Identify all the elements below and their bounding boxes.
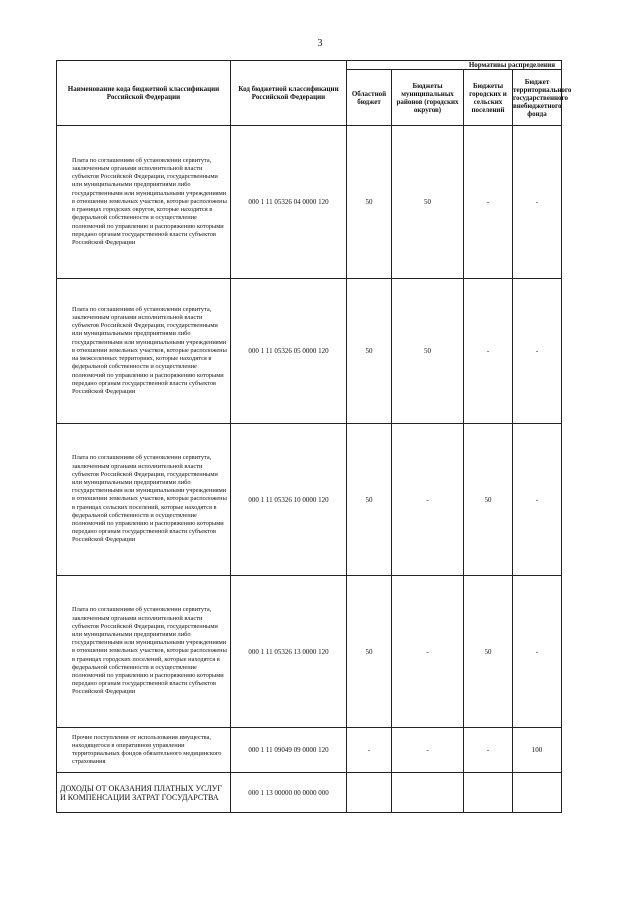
table-row: [57, 279, 562, 424]
row-name: Плата по соглашениям об установлении сервитута, заключенным органами исполнительной власти субъектов Российской Федерации, государственными или муниципальными предприятиями либо государственными или муниципальными учреждениями в отношении земельных участков, которые расположены в границах городских округов, которые находятся в федеральной собственности и осуществление полномочий по управлению и распоряжению которыми передано органам государственной власти субъектов Российской Федерации: [57, 126, 231, 279]
distribution-table: [56, 60, 572, 813]
page-number: 3: [317, 38, 323, 49]
section-name: ДОХОДЫ ОТ ОКАЗАНИЯ ПЛАТНЫХ УСЛУГ И КОМПЕНСАЦИИ ЗАТРАТ ГОСУДАРСТВА: [57, 773, 231, 813]
row-value-settlements: -: [464, 279, 513, 424]
row-value-regional: -: [347, 728, 392, 773]
row-value-municipal: -: [392, 576, 464, 728]
row-value-regional: 50: [347, 126, 392, 279]
row-value-fund: -: [513, 279, 562, 424]
row-code: 000 1 11 09049 09 0000 120: [231, 728, 347, 773]
row-value-municipal: 50: [392, 279, 464, 424]
section-empty-cell: [392, 773, 464, 813]
header-fund: Бюджет территориального государственного внебюджетного фонда: [513, 70, 562, 126]
row-value-settlements: -: [464, 126, 513, 279]
row-value-regional: 50: [347, 424, 392, 576]
row-value-regional: 50: [347, 279, 392, 424]
row-value-municipal: -: [392, 424, 464, 576]
header-regional: Областной бюджет: [347, 70, 392, 126]
row-value-settlements: -: [464, 728, 513, 773]
header-municipal: Бюджеты муниципальных районов (городских округов): [392, 70, 464, 126]
row-name: Прочие поступления от использования имущества, находящегося в оперативном управлении территориальных фондов обязательного медицинского страхования: [57, 728, 231, 773]
row-value-fund: 100: [513, 728, 562, 773]
row-name: Плата по соглашениям об установлении сервитута, заключенным органами исполнительной власти субъектов Российской Федерации, государственными или муниципальными предприятиями либо государственными или муниципальными учреждениями в отношении земельных участков, которые расположены в границах городских поселений, которые находятся в федеральной собственности и осуществление полномочий по управлению и распоряжению которыми передано органам государственной власти субъектов Российской Федерации: [57, 576, 231, 728]
row-code: 000 1 11 05326 10 0000 120: [231, 424, 347, 576]
row-name: Плата по соглашениям об установлении сервитута, заключенным органами исполнительной власти субъектов Российской Федерации, государственными или муниципальными предприятиями либо государственными или муниципальными учреждениями в отношении земельных участков, которые расположены в границах сельских поселений, которые находятся в федеральной собственности и осуществление полномочий по управлению и распоряжению которыми передано органам государственной власти субъектов Российской Федерации: [57, 424, 231, 576]
row-value-fund: -: [513, 576, 562, 728]
header-name: Наименование кода бюджетной классификации Российской Федерации: [57, 61, 231, 126]
table-row: [57, 728, 562, 773]
table-row: [57, 576, 562, 728]
row-value-municipal: 50: [392, 126, 464, 279]
row-value-fund: -: [513, 424, 562, 576]
section-empty-cell: [513, 773, 562, 813]
row-code: 000 1 11 05326 13 0000 120: [231, 576, 347, 728]
header-code: Код бюджетной классификации Российской Федерации: [231, 61, 347, 126]
header-group: Нормативы распределения: [347, 61, 562, 70]
row-name: Плата по соглашениям об установлении сервитута, заключенным органами исполнительной власти субъектов Российской Федерации, государственными или муниципальными предприятиями либо государственными или муниципальными учреждениями в отношении земельных участков, которые расположены на межселенных территориях, которые находятся в федеральной собственности и осуществление полномочий по управлению и распоряжению которыми передано органам государственной власти субъектов Российской Федерации: [57, 279, 231, 424]
row-code: 000 1 11 05326 04 0000 120: [231, 126, 347, 279]
row-value-settlements: 50: [464, 424, 513, 576]
table-row: [57, 126, 562, 279]
table-row: [57, 424, 562, 576]
section-empty-cell: [347, 773, 392, 813]
section-empty-cell: [464, 773, 513, 813]
section-code: 000 1 13 00000 00 0000 000: [231, 773, 347, 813]
section-row: [57, 773, 562, 813]
header-settlements: Бюджеты городских и сельских поселений: [464, 70, 513, 126]
row-value-fund: -: [513, 126, 562, 279]
row-value-municipal: -: [392, 728, 464, 773]
row-value-settlements: 50: [464, 576, 513, 728]
row-value-regional: 50: [347, 576, 392, 728]
row-code: 000 1 11 05326 05 0000 120: [231, 279, 347, 424]
